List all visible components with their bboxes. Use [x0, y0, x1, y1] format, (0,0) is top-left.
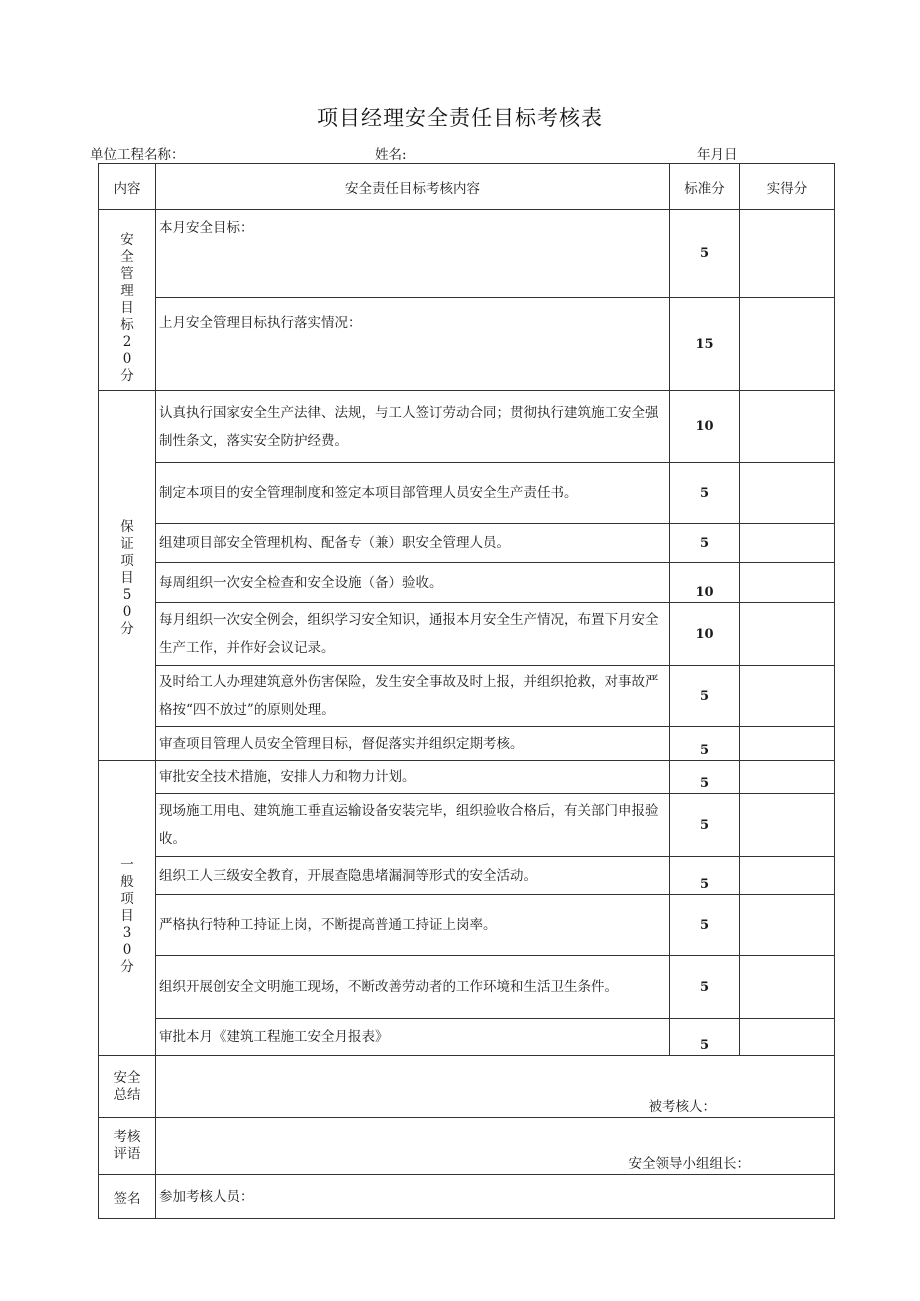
item-actual-score-input[interactable] [740, 603, 835, 666]
item-standard-score: 5 [670, 463, 740, 524]
item-content: 组织开展创安全文明施工现场，不断改善劳动者的工作环境和生活卫生条件。 [156, 956, 670, 1019]
item-content: 上月安全管理目标执行落实情况： [156, 298, 670, 391]
item-actual-score-input[interactable] [740, 298, 835, 391]
item-content: 每月组织一次安全例会，组织学习安全知识，通报本月安全生产情况，布置下月安全生产工作，并作好会议记录。 [156, 603, 670, 666]
table-row [99, 666, 835, 727]
item-standard-score: 15 [670, 298, 740, 391]
table-row [99, 603, 835, 666]
table-row [99, 524, 835, 563]
form-title: 项目经理安全责任目标考核表 [317, 106, 603, 130]
leader-signature-label: 安全领导小组组长： [628, 1156, 750, 1172]
item-content: 组织工人三级安全教育，开展查隐患堵漏洞等形式的安全活动。 [156, 857, 670, 895]
signature-row [99, 1175, 835, 1219]
table-row [99, 1019, 835, 1056]
item-standard-score: 5 [670, 524, 740, 563]
comment-field[interactable] [156, 1118, 835, 1175]
item-content: 本月安全目标： [156, 210, 670, 298]
section-category [99, 761, 156, 1056]
comment-row [99, 1118, 835, 1175]
item-standard-score: 5 [670, 956, 740, 1019]
comment-label-text: 考核评语 [113, 1129, 141, 1162]
person-name-label: 姓名: [375, 147, 407, 163]
section-category-label: 安全管理目标20分 [120, 232, 134, 384]
unit-name-label: 单位工程名称： [90, 147, 185, 163]
item-content: 组建项目部安全管理机构、配备专（兼）职安全管理人员。 [156, 524, 670, 563]
item-content: 制定本项目的安全管理制度和签定本项目部管理人员安全生产责任书。 [156, 463, 670, 524]
item-actual-score-input[interactable] [740, 857, 835, 895]
summary-label [99, 1056, 156, 1118]
section-category-label: 保证项目50分 [120, 519, 134, 637]
section-category [99, 391, 156, 761]
table-row [99, 794, 835, 857]
item-actual-score-input[interactable] [740, 463, 835, 524]
item-content: 现场施工用电、建筑施工垂直运输设备安装完毕，组织验收合格后，有关部门申报验收。 [156, 794, 670, 857]
item-standard-score: 5 [670, 727, 740, 761]
table-row [99, 895, 835, 956]
item-standard-score: 5 [670, 210, 740, 298]
table-row [99, 298, 835, 391]
item-standard-score: 5 [670, 857, 740, 895]
summary-field[interactable] [156, 1056, 835, 1118]
item-content: 认真执行国家安全生产法律、法规，与工人签订劳动合同；贯彻执行建筑施工安全强制性条文，落实安全防护经费。 [156, 391, 670, 463]
header-content: 安全责任目标考核内容 [156, 164, 670, 210]
table-row [99, 761, 835, 794]
item-actual-score-input[interactable] [740, 895, 835, 956]
item-content: 严格执行特种工持证上岗，不断提高普通工持证上岗率。 [156, 895, 670, 956]
table-row [99, 463, 835, 524]
table-row [99, 210, 835, 298]
item-content: 审查项目管理人员安全管理目标，督促落实并组织定期考核。 [156, 727, 670, 761]
summary-label-text: 安全总结 [113, 1069, 141, 1103]
item-standard-score: 10 [670, 563, 740, 603]
table-row [99, 391, 835, 463]
item-content: 审批本月《建筑工程施工安全月报表》 [156, 1019, 670, 1056]
date-label: 年月日 [697, 147, 738, 163]
header-standard-score: 标准分 [670, 164, 740, 210]
item-actual-score-input[interactable] [740, 666, 835, 727]
item-actual-score-input[interactable] [740, 727, 835, 761]
item-standard-score: 5 [670, 895, 740, 956]
table-row [99, 563, 835, 603]
header-category: 内容 [99, 164, 156, 210]
item-actual-score-input[interactable] [740, 794, 835, 857]
table-row [99, 956, 835, 1019]
item-standard-score: 5 [670, 1019, 740, 1056]
item-actual-score-input[interactable] [740, 524, 835, 563]
table-row [99, 857, 835, 895]
item-content: 审批安全技术措施，安排人力和物力计划。 [156, 761, 670, 794]
item-actual-score-input[interactable] [740, 1019, 835, 1056]
assessee-signature-label: 被考核人： [648, 1099, 716, 1115]
comment-label [99, 1118, 156, 1175]
signature-label: 签名 [99, 1175, 156, 1219]
section-category-label: 一般项目30分 [120, 857, 134, 975]
header-row [99, 164, 835, 210]
item-actual-score-input[interactable] [740, 761, 835, 794]
table-row [99, 727, 835, 761]
item-actual-score-input[interactable] [740, 956, 835, 1019]
participants-field[interactable]: 参加考核人员： [156, 1175, 835, 1219]
item-content: 每周组织一次安全检查和安全设施（备）验收。 [156, 563, 670, 603]
item-standard-score: 10 [670, 603, 740, 666]
summary-row [99, 1056, 835, 1118]
item-actual-score-input[interactable] [740, 210, 835, 298]
item-standard-score: 5 [670, 794, 740, 857]
item-content: 及时给工人办理建筑意外伤害保险，发生安全事故及时上报，并组织抢救，对事故严格按“四不放过”的原则处理。 [156, 666, 670, 727]
section-category [99, 210, 156, 391]
item-standard-score: 5 [670, 761, 740, 794]
item-standard-score: 10 [670, 391, 740, 463]
item-standard-score: 5 [670, 666, 740, 727]
item-actual-score-input[interactable] [740, 563, 835, 603]
item-actual-score-input[interactable] [740, 391, 835, 463]
header-actual-score: 实得分 [740, 164, 835, 210]
assessment-table [98, 163, 835, 1219]
